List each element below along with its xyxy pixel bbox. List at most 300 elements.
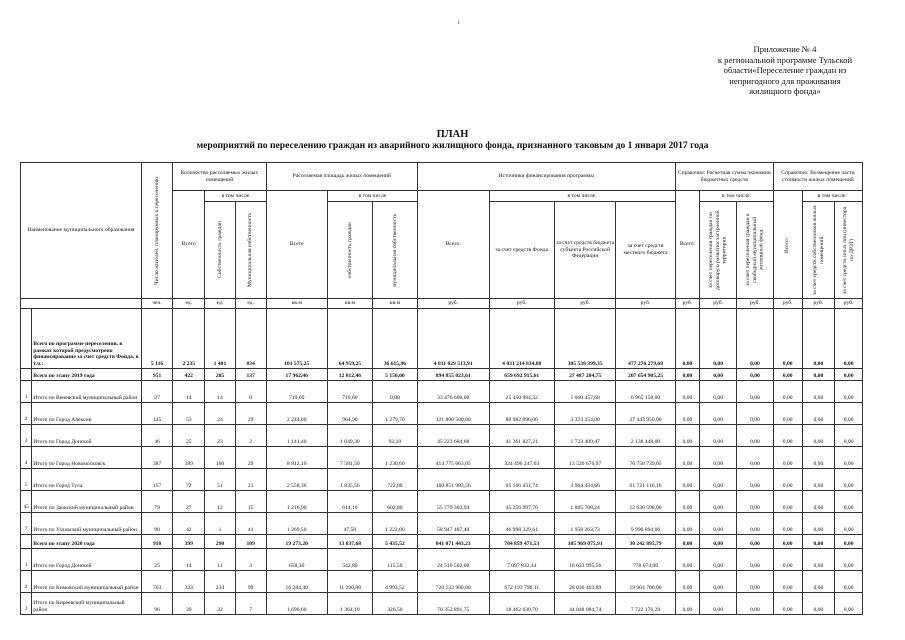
- appendix-line: Приложение № 4: [753, 44, 817, 54]
- header-compensation-total: [773, 191, 802, 299]
- value-cell: 27: [141, 381, 173, 403]
- value-cell: 14: [173, 549, 205, 571]
- value-cell: 0,00: [737, 425, 774, 447]
- value-cell: 477 276 279,68: [616, 309, 675, 369]
- header-compensation-2: [835, 202, 863, 299]
- value-cell: 0,00: [700, 593, 737, 615]
- value-cell: 0,00: [737, 403, 774, 425]
- value-cell: 76 758 739,05: [616, 447, 675, 469]
- value-cell: 17 962,46: [266, 369, 327, 381]
- unit-cell: руб.: [700, 299, 737, 309]
- document-title: ПЛАН: [436, 129, 469, 140]
- value-cell: 1 690,60: [266, 593, 327, 615]
- row-index: 7: [21, 513, 32, 535]
- header-rooms-group: Количество расселяемых жилых помещений: [173, 163, 266, 191]
- table-row: [21, 549, 863, 571]
- value-cell: 0,00: [835, 403, 863, 425]
- unit-cell: руб.: [737, 299, 774, 309]
- value-cell: 4 031 214 834,88: [489, 309, 554, 369]
- row-index: 1: [21, 549, 32, 571]
- value-cell: 324 496 247,03: [489, 447, 554, 469]
- municipality-name: Всего по этапу 2019 года: [32, 369, 141, 381]
- value-cell: 0,00: [700, 381, 737, 403]
- value-cell: 672 193 796,11: [489, 571, 554, 593]
- value-cell: 0,00: [675, 369, 700, 381]
- value-cell: 964,90: [327, 403, 372, 425]
- table-row: [21, 425, 863, 447]
- value-cell: 0,00: [675, 491, 700, 513]
- value-cell: 0,00: [802, 535, 835, 549]
- value-cell: 11: [205, 549, 236, 571]
- value-cell: 0,00: [737, 309, 774, 369]
- value-cell: 99: [235, 571, 266, 593]
- header-compensation-1: [802, 202, 835, 299]
- value-cell: 841 071 443,23: [417, 535, 489, 549]
- value-cell: 1 222,00: [372, 513, 417, 535]
- value-cell: 0,00: [802, 491, 835, 513]
- value-cell: 0,00: [737, 513, 774, 535]
- municipality-name: Итого по Веневский муниципальный район: [32, 381, 141, 403]
- header-economy-group: Справочно: Расчетная сумма экономии бюджетных средств: [675, 163, 773, 191]
- value-cell: 14: [173, 381, 205, 403]
- value-cell: 189: [173, 447, 205, 469]
- value-cell: 19 273,20: [266, 535, 327, 549]
- value-cell: 3 964 434,66: [554, 469, 615, 491]
- value-cell: 207 654 905,25: [616, 369, 675, 381]
- resettlement-plan-table: [20, 162, 863, 615]
- value-cell: 25: [173, 425, 205, 447]
- value-cell: 0,00: [835, 593, 863, 615]
- value-cell: 23: [205, 425, 236, 447]
- value-cell: 0: [235, 381, 266, 403]
- value-cell: 0,00: [773, 403, 802, 425]
- municipality-name: Итого по Город Тула: [32, 469, 141, 491]
- value-cell: 0,00: [700, 549, 737, 571]
- unit-cell: руб.: [835, 299, 863, 309]
- table-row: [21, 309, 863, 369]
- municipality-name: Итого по Город Новомосковск: [32, 447, 141, 469]
- value-cell: 0,00: [737, 571, 774, 593]
- row-index: 2: [21, 403, 32, 425]
- value-cell: 92,10: [372, 425, 417, 447]
- header-compensation-2-label: за счет средств иных лиц (инвестора по ДРЗТ): [841, 206, 855, 294]
- header-area-total: Всего: [266, 191, 327, 299]
- header-sources-group: Источники финансирования программы: [417, 163, 675, 191]
- value-cell: 0,00: [835, 309, 863, 369]
- value-cell: 7 581,50: [327, 447, 372, 469]
- value-cell: 37 443 950,00: [616, 403, 675, 425]
- value-cell: 109: [235, 535, 266, 549]
- value-cell: 0,00: [802, 549, 835, 571]
- value-cell: 2 235: [173, 309, 205, 369]
- value-cell: 1 049,30: [327, 425, 372, 447]
- value-cell: 0,00: [737, 369, 774, 381]
- value-cell: 0,00: [802, 447, 835, 469]
- value-cell: 0,00: [773, 535, 802, 549]
- unit-cell: руб.: [616, 299, 675, 309]
- header-area-including: в том числе: [327, 191, 417, 202]
- unit-cell: чел.: [141, 299, 173, 309]
- value-cell: 6 965 158,00: [616, 381, 675, 403]
- value-cell: 0,00: [802, 571, 835, 593]
- value-cell: 2 244,60: [266, 403, 327, 425]
- value-cell: 0,00: [773, 593, 802, 615]
- value-cell: 14: [205, 381, 236, 403]
- value-cell: 658,30: [266, 549, 327, 571]
- value-cell: 51: [205, 469, 236, 491]
- header-persons-label: Число жителей, планируемых к переселению: [153, 176, 160, 285]
- table-row: [21, 513, 863, 535]
- units-row: [21, 299, 863, 309]
- value-cell: 4 811 029 513,91: [417, 309, 489, 369]
- value-cell: 0,00: [700, 425, 737, 447]
- value-cell: 2 558,36: [266, 469, 327, 491]
- value-cell: 414 775 663,05: [417, 447, 489, 469]
- value-cell: 1 060 457,68: [554, 381, 615, 403]
- unit-cell: руб.: [675, 299, 700, 309]
- table-row: [21, 403, 863, 425]
- value-cell: 0,00: [675, 309, 700, 369]
- value-cell: 160 851 983,56: [417, 469, 489, 491]
- header-row-1: [21, 163, 863, 191]
- value-cell: 41: [235, 513, 266, 535]
- value-cell: 79: [141, 491, 173, 513]
- value-cell: 285: [205, 369, 236, 381]
- value-cell: 0,00: [802, 369, 835, 381]
- unit-cell: руб.: [802, 299, 835, 309]
- value-cell: 326,50: [372, 593, 417, 615]
- header-fund: за счет средств Фонда: [489, 202, 554, 299]
- value-cell: 30 242 895,79: [616, 535, 675, 549]
- value-cell: 0,00: [737, 381, 774, 403]
- value-cell: 29: [235, 447, 266, 469]
- value-cell: 0,00: [737, 491, 774, 513]
- value-cell: 614,10: [327, 491, 372, 513]
- unit-cell: кв.м: [266, 299, 327, 309]
- value-cell: 3 374 254,00: [554, 403, 615, 425]
- value-cell: 19 904 700,00: [616, 571, 675, 593]
- value-cell: 41 361 827,21: [489, 425, 554, 447]
- municipality-name: Всего по этапу 2020 года: [32, 535, 141, 549]
- value-cell: 0,00: [675, 381, 700, 403]
- unit-cell: руб.: [417, 299, 489, 309]
- header-economy-2-label: за счет переселения граждан в свободный муниципальный жилищный фонд: [744, 213, 765, 287]
- value-cell: 137: [235, 369, 266, 381]
- value-cell: 53: [173, 403, 205, 425]
- value-cell: 0,00: [700, 535, 737, 549]
- value-cell: 7: [235, 593, 266, 615]
- value-cell: 0,00: [700, 491, 737, 513]
- value-cell: 0,00: [835, 469, 863, 491]
- value-cell: 0,00: [675, 469, 700, 491]
- unit-cell: ед.: [205, 299, 236, 309]
- value-cell: 1 216,90: [266, 491, 327, 513]
- value-cell: 7 722 176,29: [616, 593, 675, 615]
- value-cell: 1 401: [205, 309, 236, 369]
- value-cell: 0,00: [802, 381, 835, 403]
- value-cell: 61 721 116,16: [616, 469, 675, 491]
- value-cell: 0,00: [700, 469, 737, 491]
- value-cell: 72: [173, 469, 205, 491]
- value-cell: 12: [205, 491, 236, 513]
- header-area-citizens-label: собственность граждан: [346, 222, 353, 278]
- unit-cell: руб.: [554, 299, 615, 309]
- value-cell: 46: [141, 425, 173, 447]
- row-index: [21, 309, 32, 369]
- unit-cell: ед.: [173, 299, 205, 309]
- header-rooms-including: в том числе: [205, 191, 266, 202]
- row-index: 3: [21, 425, 32, 447]
- municipality-name: Итого по Город Алексин: [32, 403, 141, 425]
- value-cell: 0,00: [773, 469, 802, 491]
- value-cell: 16 284,40: [266, 571, 327, 593]
- table-row: [21, 447, 863, 469]
- value-cell: 25 450 984,32: [489, 381, 554, 403]
- value-cell: 0,00: [835, 513, 863, 535]
- value-cell: 1 269,50: [266, 513, 327, 535]
- value-cell: 0,00: [835, 447, 863, 469]
- value-cell: 7 097 832,44: [489, 549, 554, 571]
- value-cell: 0,00: [700, 309, 737, 369]
- value-cell: 115,50: [372, 549, 417, 571]
- value-cell: 763: [141, 571, 173, 593]
- value-cell: 0,00: [700, 513, 737, 535]
- value-cell: 64 959,25: [327, 309, 372, 369]
- value-cell: 542,80: [327, 549, 372, 571]
- header-rooms-citizens-label: Собственность граждан: [216, 221, 223, 279]
- value-cell: 1 958 263,73: [554, 513, 615, 535]
- value-cell: 105 969 075,91: [554, 535, 615, 549]
- value-cell: 0,00: [675, 403, 700, 425]
- value-cell: 18 462 630,70: [489, 593, 554, 615]
- value-cell: 778 674,00: [616, 549, 675, 571]
- value-cell: 719,60: [266, 381, 327, 403]
- value-cell: 0,00: [835, 571, 863, 593]
- row-index: [21, 535, 32, 549]
- row-index: 4: [21, 447, 32, 469]
- row-index: 1: [21, 381, 32, 403]
- value-cell: 28 036 403,89: [554, 571, 615, 593]
- page-mark: i: [458, 20, 460, 26]
- table-row: [21, 469, 863, 491]
- value-cell: 0,00: [773, 447, 802, 469]
- appendix-line: непригодного для проживания: [729, 75, 841, 86]
- value-cell: 27: [173, 491, 205, 513]
- value-cell: 39: [173, 593, 205, 615]
- header-area-municipal-label: муниципальная собственность: [391, 213, 398, 287]
- municipality-name: Всего по программе переселения, в рамках которой предусмотрено финансирование за счет средств Фонда, в т.ч.:: [32, 309, 141, 369]
- header-rooms-municipal-label: Муниципальная собственность: [247, 212, 254, 288]
- municipality-name: Итого по Заокский муниципальный район: [32, 491, 141, 513]
- municipality-name: Итого по Кимовский муниципальный район: [32, 571, 141, 593]
- unit-cell: кв.м: [372, 299, 417, 309]
- row-index: [21, 369, 32, 381]
- value-cell: 5 150,00: [372, 369, 417, 381]
- value-cell: 0,00: [700, 369, 737, 381]
- value-cell: 0,00: [737, 535, 774, 549]
- value-cell: 8 812,10: [266, 447, 327, 469]
- value-cell: 70 352 891,75: [417, 593, 489, 615]
- value-cell: 0,00: [802, 593, 835, 615]
- value-cell: 0,00: [675, 593, 700, 615]
- value-cell: 0,00: [737, 469, 774, 491]
- value-cell: 1 279,70: [372, 403, 417, 425]
- municipality-name: Итого по Киреевский муниципальный район: [32, 593, 141, 615]
- value-cell: 0,00: [700, 403, 737, 425]
- value-cell: 101 575,25: [266, 309, 327, 369]
- header-economy-total: Всего:: [675, 191, 700, 299]
- value-cell: 11 290,88: [327, 571, 372, 593]
- header-economy-2: [737, 202, 774, 299]
- header-rooms-total: Всего: [173, 191, 205, 299]
- value-cell: 0,00: [802, 403, 835, 425]
- value-cell: 305 538 399,35: [554, 309, 615, 369]
- value-cell: 0,00: [802, 309, 835, 369]
- value-cell: 1: [205, 513, 236, 535]
- value-cell: 32: [205, 593, 236, 615]
- value-cell: 0,00: [773, 491, 802, 513]
- header-economy-1: [700, 202, 737, 299]
- value-cell: 0,00: [773, 513, 802, 535]
- value-cell: 12 812,46: [327, 369, 372, 381]
- value-cell: 47,50: [327, 513, 372, 535]
- header-area-citizens: [327, 202, 372, 299]
- units-name-cell: [21, 299, 142, 309]
- value-cell: 720 133 900,00: [417, 571, 489, 593]
- header-local-budget: за счет средств местного бюджета: [616, 202, 675, 299]
- value-cell: 0,00: [737, 593, 774, 615]
- value-cell: 145: [141, 403, 173, 425]
- unit-cell: кв.м: [327, 299, 372, 309]
- value-cell: 2: [235, 425, 266, 447]
- value-cell: 0,00: [700, 571, 737, 593]
- value-cell: 0,00: [835, 535, 863, 549]
- value-cell: 387: [141, 447, 173, 469]
- value-cell: 0,00: [802, 425, 835, 447]
- header-sources-including: в том числе:: [489, 191, 675, 202]
- value-cell: 46 998 329,61: [489, 513, 554, 535]
- value-cell: 0,00: [675, 447, 700, 469]
- value-cell: 0,00: [802, 513, 835, 535]
- value-cell: 659 692 915,61: [489, 369, 554, 381]
- value-cell: 24 510 502,00: [417, 549, 489, 571]
- value-cell: 951: [141, 369, 173, 381]
- table-row: [21, 535, 863, 549]
- value-cell: 0,00: [675, 571, 700, 593]
- value-cell: 0,00: [737, 549, 774, 571]
- header-rooms-citizens: [205, 202, 236, 299]
- value-cell: 80 982 096,00: [489, 403, 554, 425]
- value-cell: 36 615,96: [372, 309, 417, 369]
- value-cell: 5 435,52: [372, 535, 417, 549]
- value-cell: 55 779 303,94: [417, 491, 489, 513]
- row-index: 5: [21, 469, 32, 491]
- value-cell: 290: [205, 535, 236, 549]
- value-cell: 0,00: [835, 369, 863, 381]
- document-subtitle: мероприятий по переселению граждан из аварийного жилищного фонда, признанного таковым до 1 января 2017 года: [196, 140, 709, 151]
- unit-cell: руб.: [773, 299, 802, 309]
- header-economy-including: в том числе:: [700, 191, 774, 202]
- value-cell: 0,00: [773, 309, 802, 369]
- value-cell: 12 636 598,00: [616, 491, 675, 513]
- value-cell: 0,00: [773, 425, 802, 447]
- value-cell: 121 800 500,00: [417, 403, 489, 425]
- value-cell: 0,00: [773, 549, 802, 571]
- header-compensation-total-label: Всего:: [784, 236, 791, 253]
- value-cell: 834: [235, 309, 266, 369]
- header-subject-budget: за счет средств бюджета субъекта Российской Федерации: [554, 202, 615, 299]
- municipality-name: Итого по Город Донской: [32, 425, 141, 447]
- value-cell: 13 520 676,97: [554, 447, 615, 469]
- value-cell: 0,00: [737, 447, 774, 469]
- value-cell: 0,00: [675, 425, 700, 447]
- value-cell: 24: [205, 403, 236, 425]
- value-cell: 27 487 204,75: [554, 369, 615, 381]
- value-cell: 910: [141, 535, 173, 549]
- value-cell: 0,00: [773, 381, 802, 403]
- header-persons: [141, 163, 173, 299]
- value-cell: 44 048 084,74: [554, 593, 615, 615]
- table-row: [21, 571, 863, 593]
- unit-cell: руб.: [489, 299, 554, 309]
- value-cell: 1 885 708,24: [554, 491, 615, 513]
- value-cell: 0,00: [675, 549, 700, 571]
- table-row: [21, 491, 863, 513]
- value-cell: 157: [141, 469, 173, 491]
- header-name: Наименование муниципального образования: [21, 163, 142, 299]
- table-row: [21, 381, 863, 403]
- value-cell: 722,80: [372, 469, 417, 491]
- municipality-name: Итого по Узловский муниципальный район: [32, 513, 141, 535]
- value-cell: 95 166 431,74: [489, 469, 554, 491]
- appendix-block: [690, 44, 880, 97]
- value-cell: 2 138 448,00: [616, 425, 675, 447]
- value-cell: 234: [205, 571, 236, 593]
- value-cell: 160: [205, 447, 236, 469]
- header-area-municipal: [372, 202, 417, 299]
- value-cell: 45 223 684,68: [417, 425, 489, 447]
- value-cell: 422: [173, 369, 205, 381]
- value-cell: 894 855 023,61: [417, 369, 489, 381]
- value-cell: 1 141,40: [266, 425, 327, 447]
- value-cell: 1 723 409,47: [554, 425, 615, 447]
- header-compensation-1-label: за счет средств собственников жилых помещений: [811, 205, 825, 295]
- value-cell: 1 230,60: [372, 447, 417, 469]
- row-index: 45: [21, 491, 32, 513]
- appendix-line: области«Переселение граждан из: [723, 65, 847, 75]
- value-cell: 399: [173, 535, 205, 549]
- value-cell: 16 633 995,56: [554, 549, 615, 571]
- table-row: [21, 593, 863, 615]
- value-cell: 719,60: [327, 381, 372, 403]
- header-sources-total: Всего:: [417, 191, 489, 299]
- appendix-line: к региональной программе Тульской: [717, 54, 853, 65]
- value-cell: 0,00: [835, 549, 863, 571]
- value-cell: 21: [235, 469, 266, 491]
- value-cell: 5 116: [141, 309, 173, 369]
- value-cell: 4 993,52: [372, 571, 417, 593]
- value-cell: 13 837,68: [327, 535, 372, 549]
- row-index: 2: [21, 571, 32, 593]
- value-cell: 0,00: [675, 535, 700, 549]
- value-cell: 25: [141, 549, 173, 571]
- value-cell: 602,80: [372, 491, 417, 513]
- municipality-name: Итого по Город Донской: [32, 549, 141, 571]
- table-row: [21, 369, 863, 381]
- row-index: 3: [21, 593, 32, 615]
- value-cell: 0,00: [773, 571, 802, 593]
- value-cell: 3: [235, 549, 266, 571]
